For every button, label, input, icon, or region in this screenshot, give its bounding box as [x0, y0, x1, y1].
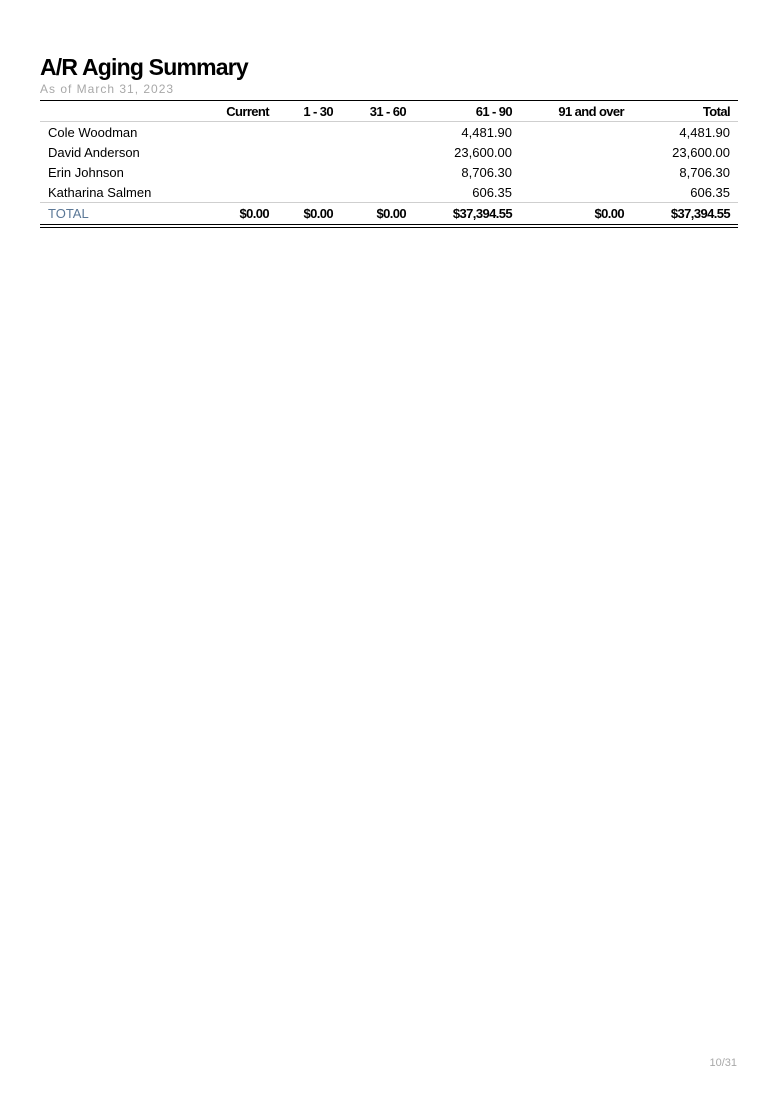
table-row — [40, 142, 738, 162]
table-row — [40, 182, 738, 203]
customer-name: Cole Woodman — [48, 124, 138, 140]
cell-61-90: 8,706.30 — [461, 164, 512, 180]
header-current: Current — [215, 101, 277, 122]
total-31-60: $0.00 — [341, 203, 414, 227]
cell-current — [215, 162, 277, 182]
total-1-30: $0.00 — [277, 203, 341, 227]
cell-61-90: 23,600.00 — [454, 144, 512, 160]
cell-31-60 — [341, 182, 414, 203]
header-31-60: 31 - 60 — [341, 101, 414, 122]
cell-31-60 — [341, 122, 414, 143]
cell-1-30 — [277, 122, 341, 143]
header-customer — [40, 101, 215, 122]
cell-1-30 — [277, 182, 341, 203]
report-title: A/R Aging Summary — [40, 54, 248, 80]
grand-total: $37,394.55 — [632, 203, 738, 227]
table-row — [40, 122, 738, 143]
cell-91-and-over — [520, 142, 632, 162]
cell-31-60 — [341, 142, 414, 162]
customer-name: Erin Johnson — [48, 164, 124, 180]
table-row — [40, 162, 738, 182]
cell-61-90: 4,481.90 — [461, 124, 512, 140]
cell-1-30 — [277, 162, 341, 182]
customer-name: Katharina Salmen — [48, 184, 152, 200]
cell-total: 4,481.90 — [679, 124, 730, 140]
cell-31-60 — [341, 162, 414, 182]
total-91-and-over: $0.00 — [520, 203, 632, 227]
total-current: $0.00 — [215, 203, 277, 227]
cell-total: 23,600.00 — [672, 144, 730, 160]
cell-91-and-over — [520, 122, 632, 143]
cell-current — [215, 122, 277, 143]
header-total: Total — [632, 101, 738, 122]
cell-current — [215, 142, 277, 162]
header-61-90: 61 - 90 — [414, 101, 520, 122]
table-header-row — [40, 101, 738, 122]
header-1-30: 1 - 30 — [277, 101, 341, 122]
header-91-and-over: 91 and over — [520, 101, 632, 122]
totals-label: TOTAL — [40, 203, 215, 227]
cell-91-and-over — [520, 162, 632, 182]
aging-summary-table — [40, 100, 738, 228]
cell-61-90: 606.35 — [472, 184, 512, 200]
cell-1-30 — [277, 142, 341, 162]
totals-row — [40, 203, 738, 227]
cell-current — [215, 182, 277, 203]
cell-total: 606.35 — [690, 184, 730, 200]
cell-91-and-over — [520, 182, 632, 203]
total-61-90: $37,394.55 — [414, 203, 520, 227]
report-date-subtitle: As of March 31, 2023 — [40, 82, 175, 96]
customer-name: David Anderson — [48, 144, 140, 160]
cell-total: 8,706.30 — [679, 164, 730, 180]
page-number: 10/31 — [709, 1057, 737, 1069]
